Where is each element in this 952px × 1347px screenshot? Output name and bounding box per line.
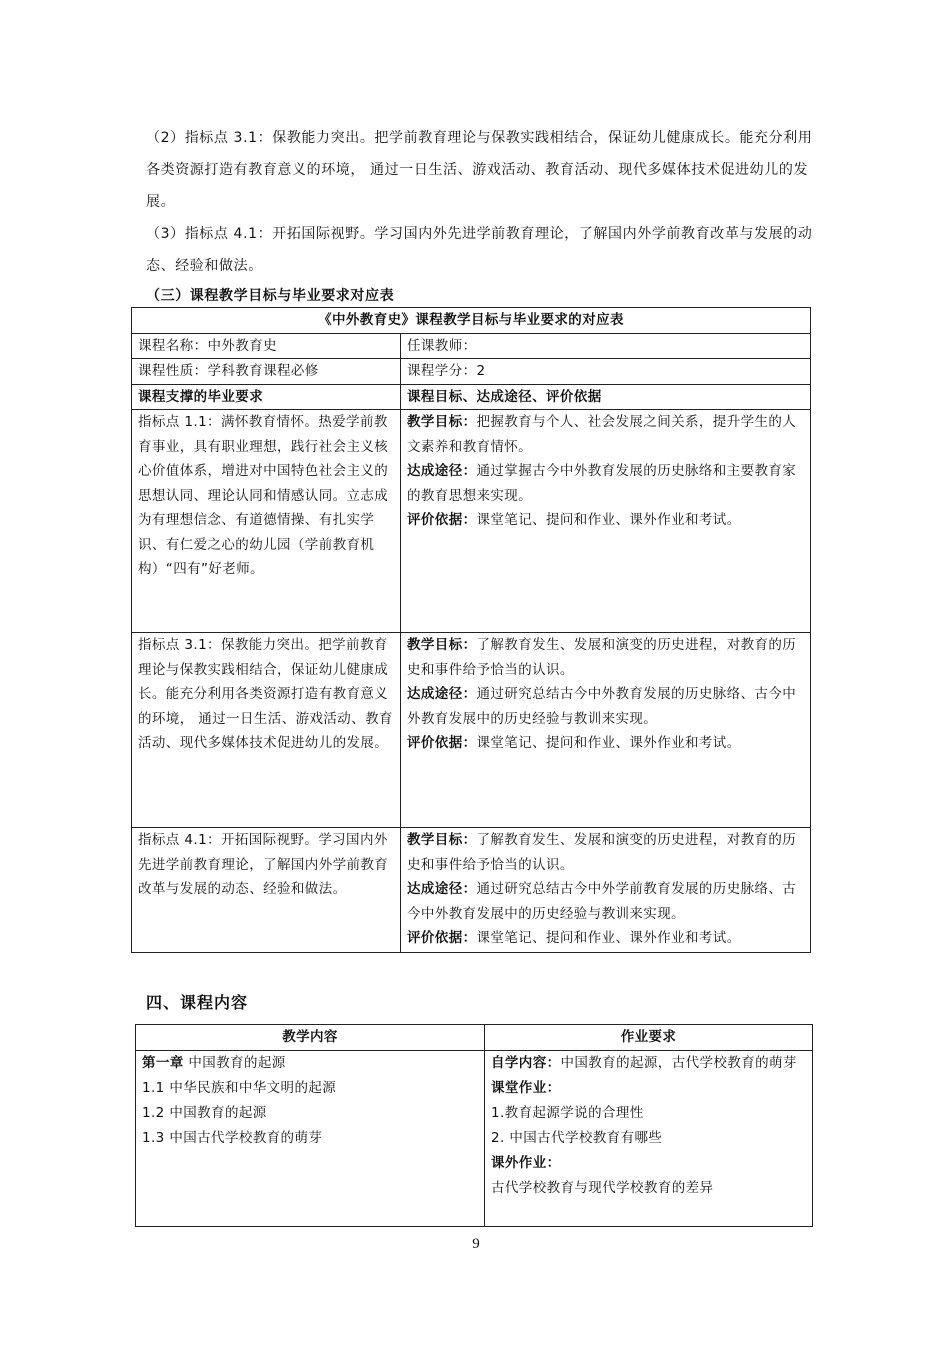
homework-text: 古代学校教育与现代学校教育的差异	[491, 1180, 714, 1196]
achievement-path	[407, 877, 804, 926]
path-text: 通过研究总结古今中外学前教育发展的历史脉络、古今中外教育发展中的历史经验与教训来实现。	[407, 881, 797, 922]
eval-text: 课堂笔记、提问和作业、课外作业和考试。	[476, 930, 741, 946]
list-item: 1.1 中华民族和中华文明的起源	[142, 1080, 337, 1096]
course-type-cell: 课程性质：学科教育课程必修	[132, 359, 401, 385]
class-work-label: 课堂作业：	[491, 1080, 561, 1096]
eval-label: 评价依据：	[407, 735, 477, 751]
requirement-cell: 指标点 1.1：满怀教育情怀。热爱学前教育事业，具有职业理想，践行社会主义核心价值体系，增进对中国特色社会主义的思想认同、理论认同和情感认同。立志成为有理想信念、有道德情操、有扎实学识、有仁爱之心的幼儿园（学前教育机构）“四有”好老师。	[132, 410, 401, 633]
objective-cell	[401, 633, 811, 828]
path-label: 达成途径：	[407, 686, 477, 702]
table-row	[132, 633, 811, 828]
content-cell	[136, 1051, 485, 1227]
objective-cell	[401, 828, 811, 953]
path-label: 达成途径：	[407, 881, 477, 897]
objectives-table	[131, 307, 811, 953]
teaching-goal	[407, 828, 804, 877]
requirement-cell: 指标点 3.1：保教能力突出。把学前教育理论与保教实践相结合，保证幼儿健康成长。能充分利用各类资源打造有教育意义的环境， 通过一日生活、游戏活动、教育活动、现代多媒体技术促进幼儿的发展。	[132, 633, 401, 828]
goal-label: 教学目标：	[407, 414, 477, 430]
col-header-homework: 作业要求	[485, 1025, 813, 1051]
path-text: 通过掌握古今中外教育发展的历史脉络和主要教育家的教育思想来实现。	[407, 463, 797, 504]
section3-heading: （三）课程教学目标与毕业要求对应表	[146, 288, 395, 304]
self-study-label: 自学内容：	[491, 1055, 561, 1071]
col-header-requirements: 课程支撑的毕业要求	[132, 384, 401, 410]
chapter-title	[142, 1051, 478, 1076]
self-study-text: 中国教育的起源，古代学校教育的萌芽	[560, 1055, 797, 1071]
path-text: 通过研究总结古今中外教育发展的历史脉络、古今中外教育发展中的历史经验与教训来实现。	[407, 686, 797, 727]
credits-cell: 课程学分：2	[401, 359, 811, 385]
evaluation-basis	[407, 926, 804, 951]
table-row	[132, 410, 811, 633]
col-header-objectives: 课程目标、达成途径、评价依据	[401, 384, 811, 410]
achievement-path	[407, 459, 804, 508]
intro-paragraph-3: （3）指标点 4.1：开拓国际视野。学习国内外先进学前教育理论，了解国内外学前教育改革与发展的动态、经验和做法。	[146, 226, 813, 274]
table-row	[132, 828, 811, 953]
teaching-goal	[407, 410, 804, 459]
eval-label: 评价依据：	[407, 512, 477, 528]
course-content-table	[135, 1024, 813, 1227]
chapter-name: 中国教育的起源	[183, 1055, 286, 1071]
intro-paragraph-2: （2）指标点 3.1：保教能力突出。把学前教育理论与保教实践相结合，保证幼儿健康成长。能充分利用各类资源打造有教育意义的环境， 通过一日生活、游戏活动、教育活动、现代多媒体技术促进幼儿的发展。	[146, 130, 813, 210]
evaluation-basis	[407, 508, 804, 533]
homework-label: 课外作业：	[491, 1155, 561, 1171]
path-label: 达成途径：	[407, 463, 477, 479]
table-row	[136, 1051, 813, 1227]
goal-label: 教学目标：	[407, 832, 477, 848]
goal-text: 了解教育发生、发展和演变的历史进程，对教育的历史和事件给予恰当的认识。	[407, 637, 797, 678]
eval-label: 评价依据：	[407, 930, 477, 946]
requirement-cell: 指标点 4.1：开拓国际视野。学习国内外先进学前教育理论，了解国内外学前教育改革与发展的动态、经验和做法。	[132, 828, 401, 953]
evaluation-basis	[407, 731, 804, 756]
goal-text: 了解教育发生、发展和演变的历史进程，对教育的历史和事件给予恰当的认识。	[407, 832, 797, 873]
objectives-table-title: 《中外教育史》课程教学目标与毕业要求的对应表	[132, 308, 811, 334]
teacher-cell: 任课教师：	[401, 333, 811, 359]
self-study	[491, 1051, 806, 1076]
list-item: 2. 中国古代学校教育有哪些	[491, 1130, 663, 1146]
list-item: 1.教育起源学说的合理性	[491, 1105, 644, 1121]
eval-text: 课堂笔记、提问和作业、课外作业和考试。	[476, 735, 741, 751]
objective-cell	[401, 410, 811, 633]
teaching-goal	[407, 633, 804, 682]
list-item: 1.2 中国教育的起源	[142, 1105, 267, 1121]
list-item: 1.3 中国古代学校教育的萌芽	[142, 1130, 323, 1146]
course-name-cell: 课程名称：中外教育史	[132, 333, 401, 359]
goal-label: 教学目标：	[407, 637, 477, 653]
goal-text: 把握教育与个人、社会发展之间关系，提升学生的人文素养和教育情怀。	[407, 414, 797, 455]
chapter-label: 第一章	[142, 1055, 184, 1071]
homework-cell	[485, 1051, 813, 1227]
eval-text: 课堂笔记、提问和作业、课外作业和考试。	[476, 512, 741, 528]
intro-paragraphs	[146, 122, 822, 282]
col-header-content: 教学内容	[136, 1025, 485, 1051]
achievement-path	[407, 682, 804, 731]
page-number: 9	[472, 1236, 480, 1252]
section4-heading: 四、课程内容	[146, 993, 249, 1012]
